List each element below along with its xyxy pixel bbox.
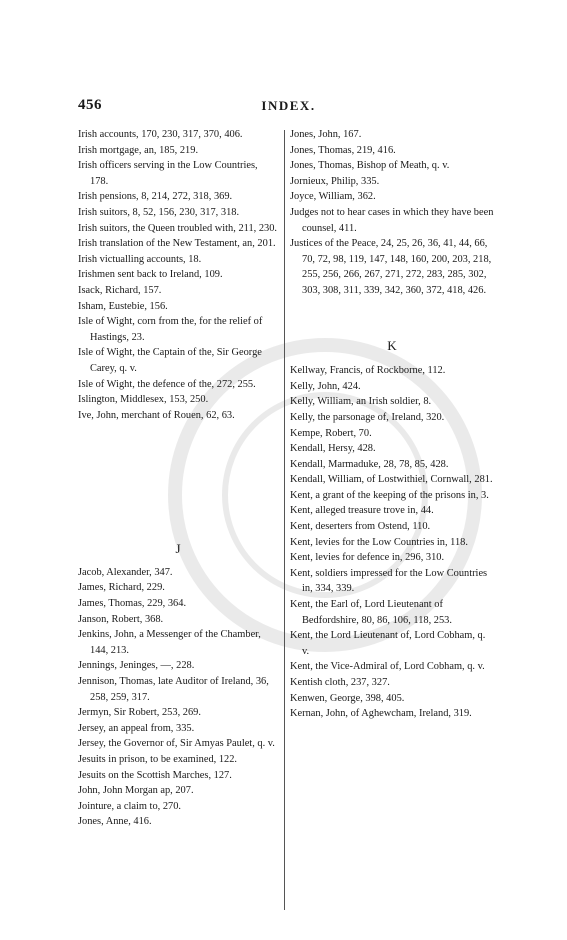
left-entries-top [78,127,278,423]
index-entry: Jesuits in prison, to be examined, 122. [78,754,238,765]
right-column [290,127,494,722]
index-entry: Kelly, John, 424. [290,380,361,392]
index-entry: James, Thomas, 229, 364. [78,598,187,610]
page-number: 456 [78,97,102,113]
index-entry: Judges not to hear cases in which they have been counsel, 411. [290,206,494,234]
index-entry: Irish mortgage, an, 185, 219. [78,144,199,156]
left-column [78,127,278,830]
section-letter-j: J [175,541,181,557]
index-entry: Isle of Wight, corn from the, for the relief of Hastings, 23. [78,316,263,343]
index-entry: Kent, a grant of the keeping of the prisons in, 3. [290,489,489,501]
index-entry: Kentish cloth, 237, 327. [290,677,390,688]
index-entry: Isack, Richard, 157. [78,284,162,296]
index-entry: Irish suitors, the Queen troubled with, 211, 230. [78,222,278,234]
index-entry: Kendall, Hersy, 428. [290,443,376,455]
index-entry: Jesuits on the Scottish Marches, 127. [78,769,232,781]
index-entry: Jones, Thomas, 219, 416. [290,144,396,156]
section-letter-k: K [387,337,397,353]
index-entry: Kenwen, George, 398, 405. [290,692,405,704]
right-entries-top [290,127,494,299]
index-entry: Kent, levies for the Low Countries in, 118. [290,536,468,548]
index-entry: John, John Morgan ap, 207. [78,785,194,797]
index-entry: Isle of Wight, the Captain of the, Sir George Carey, q. v. [78,347,262,374]
index-entry: Kent, the Earl of, Lord Lieutenant of Bedfordshire, 80, 86, 106, 118, 253. [290,599,452,626]
index-entry: Irishmen sent back to Ireland, 109. [78,269,223,281]
index-entry: Irish officers serving in the Low Countries, 178. [78,160,258,187]
index-entry: Kempe, Robert, 70. [290,427,372,439]
index-entry: Justices of the Peace, 24, 25, 26, 36, 41, 44, 66, 70, 72, 98, 119, 147, 148, 160, 200, 203, 218, 255, 256, 266, 267, 271, 272, 283, 285, 302, 303, 308, 311, 339, 342, 360, 372, 418, 426. [290,238,492,296]
index-entry: Ive, John, merchant of Rouen, 62, 63. [78,409,235,421]
index-entry: Irish victualling accounts, 18. [78,253,202,265]
index-entry: Jermyn, Sir Robert, 253, 269. [78,707,201,719]
index-entry: Kendall, William, of Lostwithiel, Cornwall, 281. [290,474,493,486]
index-entry: Jones, Anne, 416. [78,816,152,828]
index-entry: Isle of Wight, the defence of the, 272, 255. [78,378,256,390]
index-entry: Irish accounts, 170, 230, 317, 370, 406. [78,129,243,140]
index-entry: Jointure, a claim to, 270. [78,800,182,812]
index-entry: Kelly, William, an Irish soldier, 8. [290,396,432,408]
index-entry: Jornieux, Philip, 335. [290,175,380,187]
right-entries-bottom [290,363,494,722]
index-entry: Irish translation of the New Testament, an, 201. [78,238,276,250]
index-entry: Isham, Eustebie, 156. [78,300,168,312]
index-entry: Kent, soldiers impressed for the Low Countries in, 334, 339. [290,567,488,595]
index-entry: Kelly, the parsonage of, Ireland, 320. [290,411,445,423]
index-entry: Kernan, John, of Aghewcham, Ireland, 319. [290,708,472,720]
index-entry: Jennison, Thomas, late Auditor of Ireland, 36, 258, 259, 317. [78,676,269,703]
index-entry: Kellway, Francis, of Rockborne, 112. [290,365,446,377]
index-entry: Jennings, Jeninges, —, 228. [78,660,195,672]
index-entry: Irish pensions, 8, 214, 272, 318, 369. [78,191,233,203]
index-entry: Jenkins, John, a Messenger of the Chamber, 144, 213. [78,629,261,656]
index-entry: Kent, the Lord Lieutenant of, Lord Cobham, q. v. [290,630,486,657]
index-entry: Joyce, William, 362. [290,191,376,203]
index-entry: Jacob, Alexander, 347. [78,566,173,578]
index-entry: Kendall, Marmaduke, 28, 78, 85, 428. [290,458,449,470]
left-entries-bottom [78,565,278,830]
index-entry: Jersey, an appeal from, 335. [78,722,195,734]
index-entry: Janson, Robert, 368. [78,613,164,625]
index-entry: Jersey, the Governor of, Sir Amyas Paulet, q. v. [78,738,275,750]
index-entry: Jones, John, 167. [290,129,362,140]
index-entry: Islington, Middlesex, 153, 250. [78,394,209,406]
index-entry: Kent, alleged treasure trove in, 44. [290,505,434,517]
index-entry: Kent, deserters from Ostend, 110. [290,521,431,533]
index-entry: Jones, Thomas, Bishop of Meath, q. v. [290,160,450,172]
index-entry: James, Richard, 229. [78,582,165,594]
column-divider [284,130,285,910]
index-entry: Irish suitors, 8, 52, 156, 230, 317, 318. [78,206,240,218]
index-entry: Kent, the Vice-Admiral of, Lord Cobham, q. v. [290,661,485,673]
running-head: INDEX. [261,98,316,113]
index-entry: Kent, levies for defence in, 296, 310. [290,552,445,564]
